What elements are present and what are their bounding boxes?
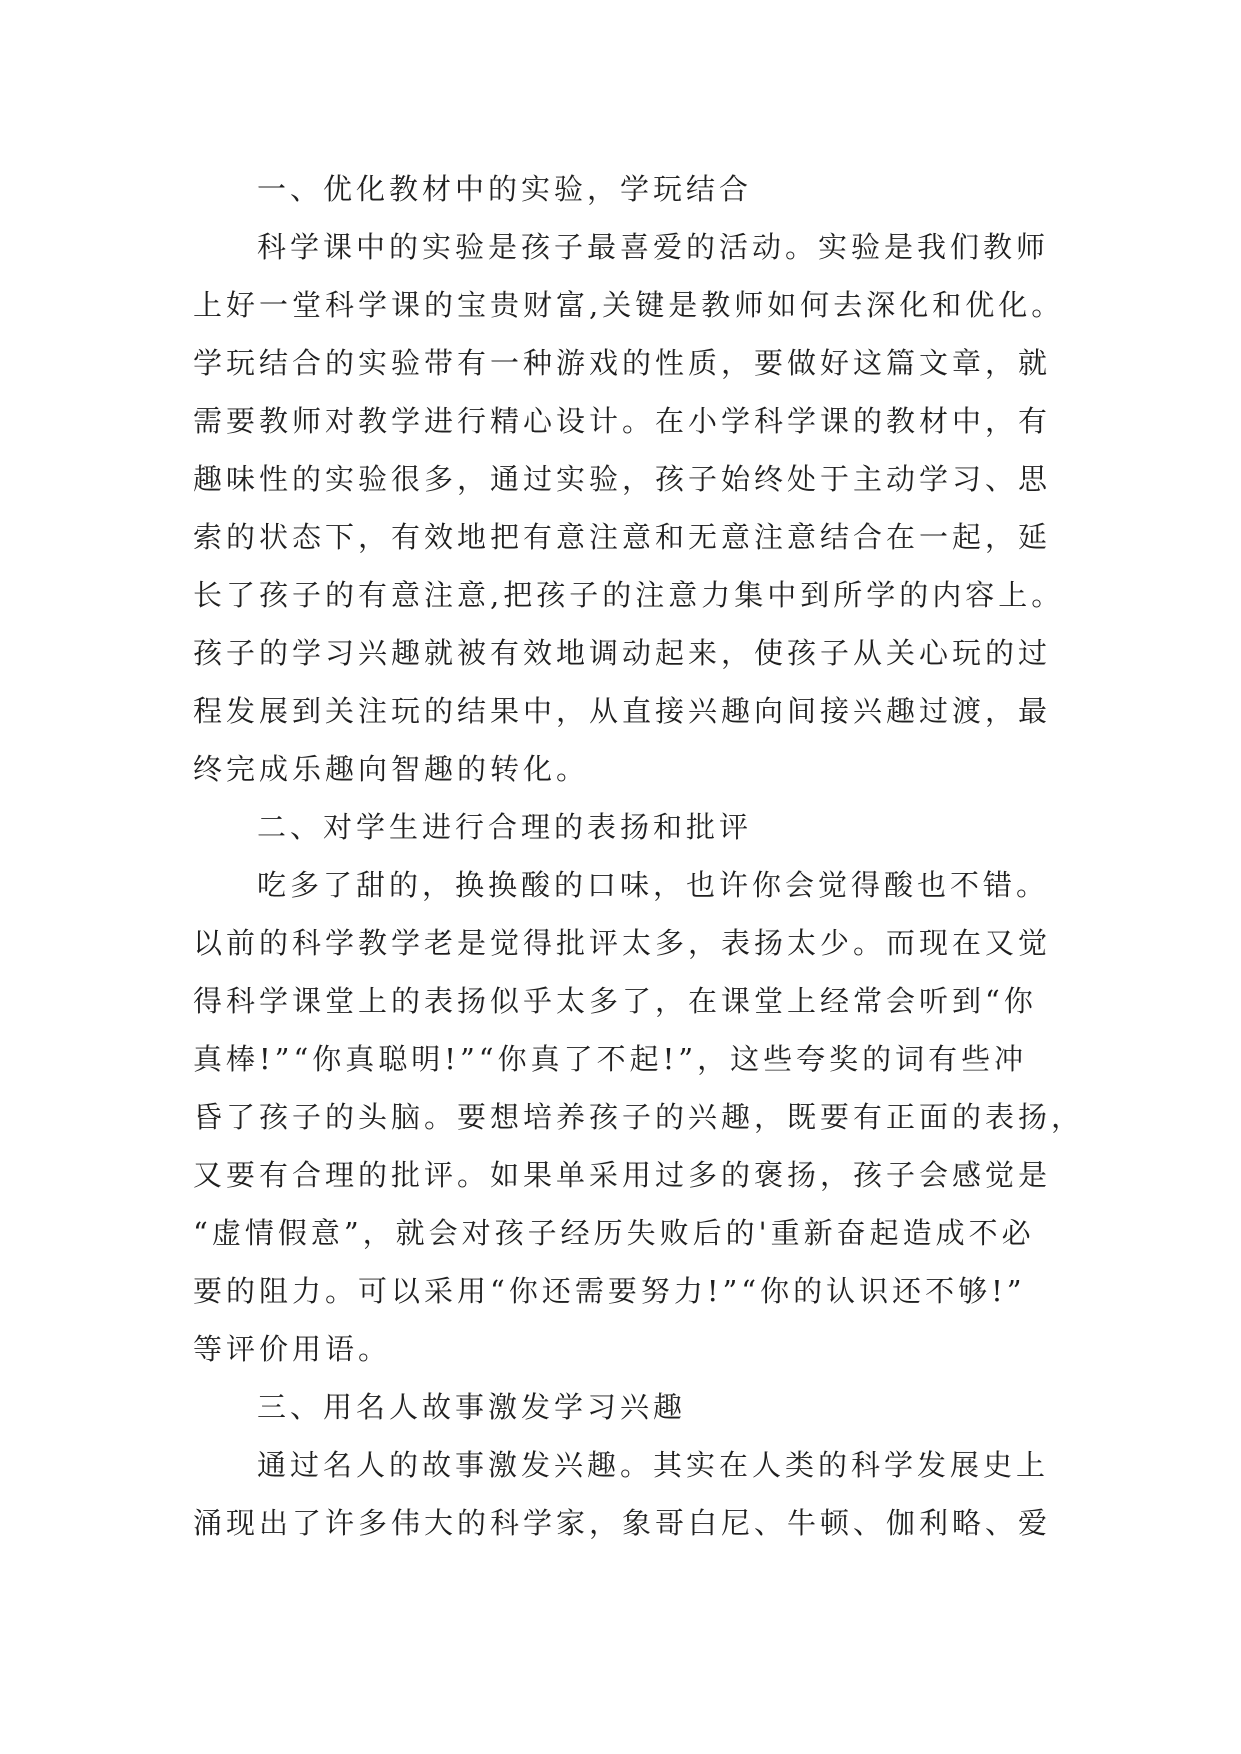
paragraph-line: 又要有合理的批评。如果单采用过多的褒扬，孩子会感觉是 bbox=[193, 1158, 1052, 1192]
paragraph-line: 索的状态下，有效地把有意注意和无意注意结合在一起，延 bbox=[193, 520, 1052, 554]
section-heading-3: 三、用名人故事激发学习兴趣 bbox=[257, 1390, 687, 1424]
paragraph-line: 需要教师对教学进行精心设计。在小学科学课的教材中，有 bbox=[193, 404, 1052, 438]
paragraph-line: 通过名人的故事激发兴趣。其实在人类的科学发展史上 bbox=[257, 1448, 1050, 1482]
paragraph-line: 长了孩子的有意注意,把孩子的注意力集中到所学的内容上。 bbox=[193, 578, 1065, 612]
paragraph-line: 等评价用语。 bbox=[193, 1332, 392, 1366]
document-body bbox=[193, 160, 1085, 1552]
paragraph-line: 科学课中的实验是孩子最喜爱的活动。实验是我们教师 bbox=[257, 230, 1050, 264]
paragraph-line: 昏了孩子的头脑。要想培养孩子的兴趣，既要有正面的表扬， bbox=[193, 1100, 1085, 1134]
paragraph-line: 得科学课堂上的表扬似乎太多了，在课堂上经常会听到“你 bbox=[193, 984, 1037, 1018]
paragraph-line: 程发展到关注玩的结果中，从直接兴趣向间接兴趣过渡，最 bbox=[193, 694, 1052, 728]
paragraph-line: 真棒!”“你真聪明!”“你真了不起!”，这些夸奖的词有些冲 bbox=[193, 1042, 1028, 1076]
paragraph-line: 上好一堂科学课的宝贵财富,关键是教师如何去深化和优化。 bbox=[193, 288, 1065, 322]
paragraph-line: 吃多了甜的，换换酸的口味，也许你会觉得酸也不错。 bbox=[257, 868, 1050, 902]
paragraph-line: 终完成乐趣向智趣的转化。 bbox=[193, 752, 590, 786]
paragraph-line: 涌现出了许多伟大的科学家，象哥白尼、牛顿、伽利略、爱 bbox=[193, 1506, 1052, 1540]
paragraph-line: 孩子的学习兴趣就被有效地调动起来，使孩子从关心玩的过 bbox=[193, 636, 1052, 670]
paragraph-line: 趣味性的实验很多，通过实验，孩子始终处于主动学习、思 bbox=[193, 462, 1052, 496]
section-heading-1: 一、优化教材中的实验，学玩结合 bbox=[257, 172, 753, 206]
paragraph-line: 要的阻力。可以采用“你还需要努力!”“你的认识还不够!” bbox=[193, 1274, 1026, 1308]
paragraph-line: “虚情假意”，就会对孩子经历失败后的'重新奋起造成不必 bbox=[193, 1216, 1035, 1250]
paragraph-line: 学玩结合的实验带有一种游戏的性质，要做好这篇文章，就 bbox=[193, 346, 1052, 380]
paragraph-line: 以前的科学教学老是觉得批评太多，表扬太少。而现在又觉 bbox=[193, 926, 1052, 960]
section-heading-2: 二、对学生进行合理的表扬和批评 bbox=[257, 810, 753, 844]
